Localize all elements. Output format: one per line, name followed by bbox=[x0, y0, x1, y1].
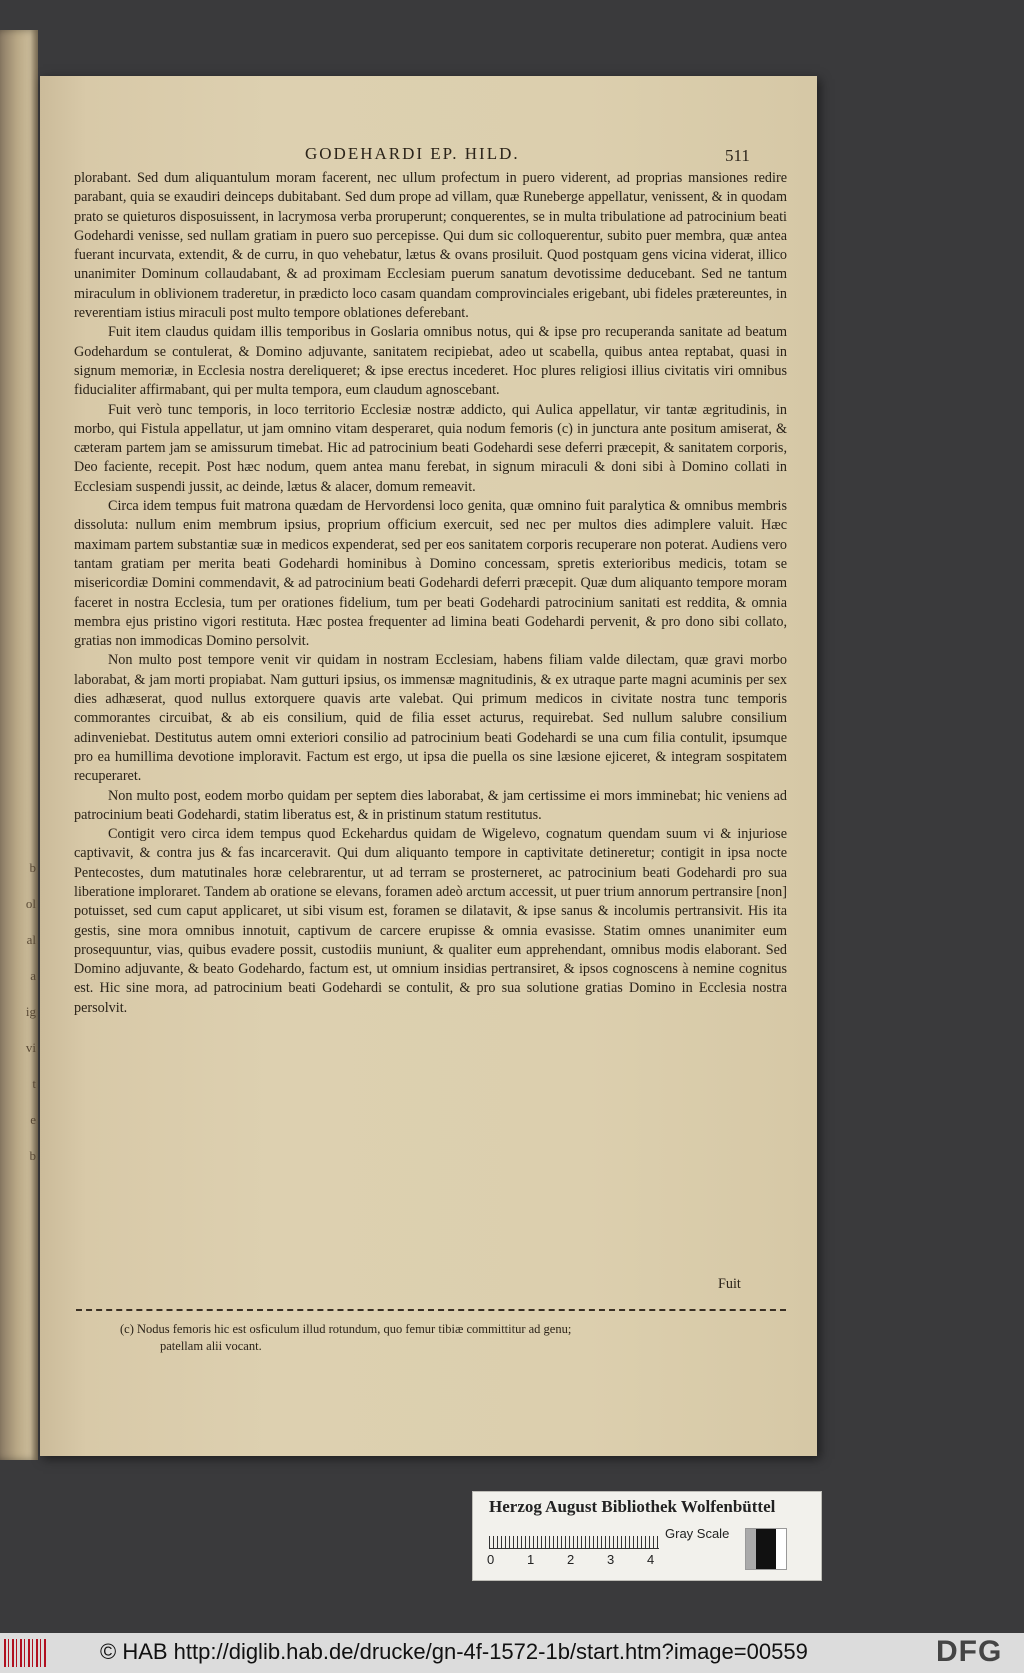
footnote-rule bbox=[76, 1309, 786, 1311]
facing-page-edge bbox=[0, 30, 38, 1460]
footnote-line: (c) Nodus femoris hic est osficulum illud rotundum, quo femur tibiæ committitur ad genu; bbox=[120, 1322, 572, 1336]
footer-bar bbox=[0, 1633, 1024, 1673]
running-head: GODEHARDI EP. HILD. bbox=[305, 144, 520, 163]
ruler-number: 4 bbox=[647, 1552, 655, 1567]
main-text bbox=[74, 169, 787, 1018]
ruler-number: 2 bbox=[567, 1552, 575, 1567]
dfg-logo: DFG bbox=[936, 1635, 1003, 1668]
book-page bbox=[40, 76, 817, 1456]
ruler-number: 0 bbox=[487, 1552, 495, 1567]
paragraph: Non multo post tempore venit vir quidam in nostram Ecclesiam, habens filiam valde dilectam, quæ gravi morbo laborabat, & jam morti propiabat. Nam gutturi ipsius, os immensæ magnitudinis, & ex utraque parte magni acuminis per sex dies adhæserat, quod nullus extorquere quavis arte valebat. Qui primum medicos in civitate nostra tunc temporis commorantes circuibat, & ab eis consilium, quid de filia esset acturus, requirebat. Sed nullum salubre consilium adinveniebat. Destitutus autem omni exteriori consilio ad patrocinium beati Godehardi se una cum filia contulit, ipsumque pro ea humillima devotione imploravit. Factum est ergo, ut ipsa die puella os sine læsione ejiceret, & integram sospitatem recuperaret. bbox=[74, 652, 787, 785]
ruler-number: 1 bbox=[527, 1552, 535, 1567]
paragraph: Fuit item claudus quidam illis temporibus in Goslaria omnibus notus, qui & ipse pro recuperanda sanitate ad beatum Godehardum se contulerat, & Domino adjuvante, sanitatem recipiebat, adeo ut scabella, quibus antea reptabat, quasi in signum memoriæ, in Ecclesia nostra dereliqueret; & ipse erectus incederet. Hoc plures religiosi illius civitatis viri omnibus fiducialiter affirmabant, qui per multa tempora, eum claudum agnoscebant. bbox=[74, 324, 787, 399]
library-name: Herzog August Bibliothek Wolfenbüttel bbox=[489, 1497, 776, 1516]
page-header bbox=[40, 144, 817, 168]
gray-scale-label: Gray Scale bbox=[665, 1526, 730, 1541]
paragraph: plorabant. Sed dum aliquantulum moram facerent, nec ullum profectum in puero viderent, ad proprias mansiones redire parabant, quia se exaudiri deinceps dubitabant. Sed dum prope ad villam, quæ Runeberge appellatur, venissent, & in quodam prato se quieturos disposuissent, in lacrymosa verba proruperunt; conquerentes, se in multa tribulatione ad patrocinium beati Godehardi venisse, sed nullam gratiam in puero suo percepisse. Qui dum sic colloquerentur, subito puer membra, quæ antea fuerant incurvata, extendit, & de curru, in quo vehebatur, lætus & ovans prosiluit. Quod postquam gens vicina viderat, illico unanimiter Dominum collaudabant, & ad proximam Ecclesiam puerum sanatum devotissime deducebant. Sed ne tantum miraculum in oblivionem traderetur, in prædicto loco casam quandam comprovinciales erigebant, ubi fideles prætereuntes, in reverentiam istius miraculi post multo tempore oblationes deferebant. bbox=[74, 170, 787, 322]
facing-page-marks: b ol al a ig vi t e b bbox=[25, 860, 36, 1163]
ruler-icon bbox=[489, 1526, 659, 1549]
ruler-number: 3 bbox=[607, 1552, 615, 1567]
barcode-icon bbox=[4, 1639, 46, 1667]
paragraph: Non multo post, eodem morbo quidam per septem dies laborabat, & jam certissime ei mors imminebat; hic veniens ad patrocinium beati Godehardi, statim liberatus est, & in pristinum statum restitutus. bbox=[74, 787, 787, 823]
color-scale-card bbox=[472, 1491, 822, 1581]
page-number: 511 bbox=[725, 146, 750, 165]
paragraph: Circa idem tempus fuit matrona quædam de Hervordensi loco genita, quæ omnino fuit paralytica & omnibus membris dissoluta: nullum enim membrum ipsius, proprium officium exercuit, sed nec per multos dies adimplere valuit. Hæc maximam partem substantiæ suæ in medicos expenderat, sed per eos sanitatem corporis recuperare non poterat. Audiens vero tantam gratiam per merita beati Godehardi hominibus à Domino concessam, spretis exterioribus medicis, totam se misericordiæ Domini commendavit, & ad patrocinium beati Godehardi deferri præcepit. Quæ dum aliquanto tempore moram faceret in nostra Ecclesia, tum per orationes fidelium, tum per beati Godehardi patrocinium sanitati est reddita, & omnia membra ejus pristino vigori restituta. Hæc postea frequenter ad limina beati Godehardi pervenit, & pro dono sibi collato, gratias non immodicas Domino persolvit. bbox=[74, 498, 787, 650]
source-url[interactable]: © HAB http://diglib.hab.de/drucke/gn-4f-1572-1b/start.htm?image=00559 bbox=[100, 1639, 808, 1664]
paragraph: Contigit vero circa idem tempus quod Eckehardus quidam de Wigelevo, cognatum quendam suum vi & injuriose captivavit, & contra jus & fas incarceravit. Qui dum aliquanto tempore in captivitate detineretur; contigit in ipsa nocte Pentecostes, dum matutinales horæ celebrarentur, ut ad terram se prosterneret, ac patrocinium beati Godehardi pro sua liberatione imploraret. Tandem ab oratione se elevans, foramen adeò arctum accessit, ut puer trium annorum pertransire [non] potuisset, sed cum caput applicaret, ut sibi visum est, foramen se dilatavit, & ipse sanus & incolumis pertransivit. His ita gestis, sine mora omnibus innotuit, captivum de carcere erupisse & omnia evasisse. Statim omnes unanimiter eum prosequuntur, vias, quibus evadere possit, custodiis muniunt, & qualiter eum apprehendant, omnibus modis elaborant. Sed Domino adjuvante, & beato Godehardo, factum est, ut omnium insidias pertransiret, & ipsos cognoscens à nemine cognitus est. Hic sine mora, ad patrocinium beati Godehardi se contulit, & pro sua solutione gratias Domino in Ecclesia nostra persolvit. bbox=[74, 826, 787, 1016]
gray-scale-swatch bbox=[745, 1528, 787, 1570]
paragraph: Fuit verò tunc temporis, in loco territorio Ecclesiæ nostræ addicto, qui Aulica appellatur, vir tantæ ægritudinis, in morbo, qui Fistula appellatur, ut jam omnino vitam desperaret, quia nodum femoris (c) in junctura ante positum amiserat, & cæteram partem jam se amissurum timebat. Hic ad patrocinium beati Godehardi sese deferri præcepit, & sanitatem corporis, Deo faciente, recepit. Post hæc nodum, quem antea manu ferebat, in signum miraculi & doni sibi à Domino collati in Ecclesiam suspendi jussit, ac deinde, lætus & alacer, domum remeavit. bbox=[74, 401, 787, 495]
footnote-line: patellam alii vocant. bbox=[160, 1339, 262, 1353]
footnote bbox=[120, 1321, 760, 1355]
catchword: Fuit bbox=[718, 1276, 741, 1292]
